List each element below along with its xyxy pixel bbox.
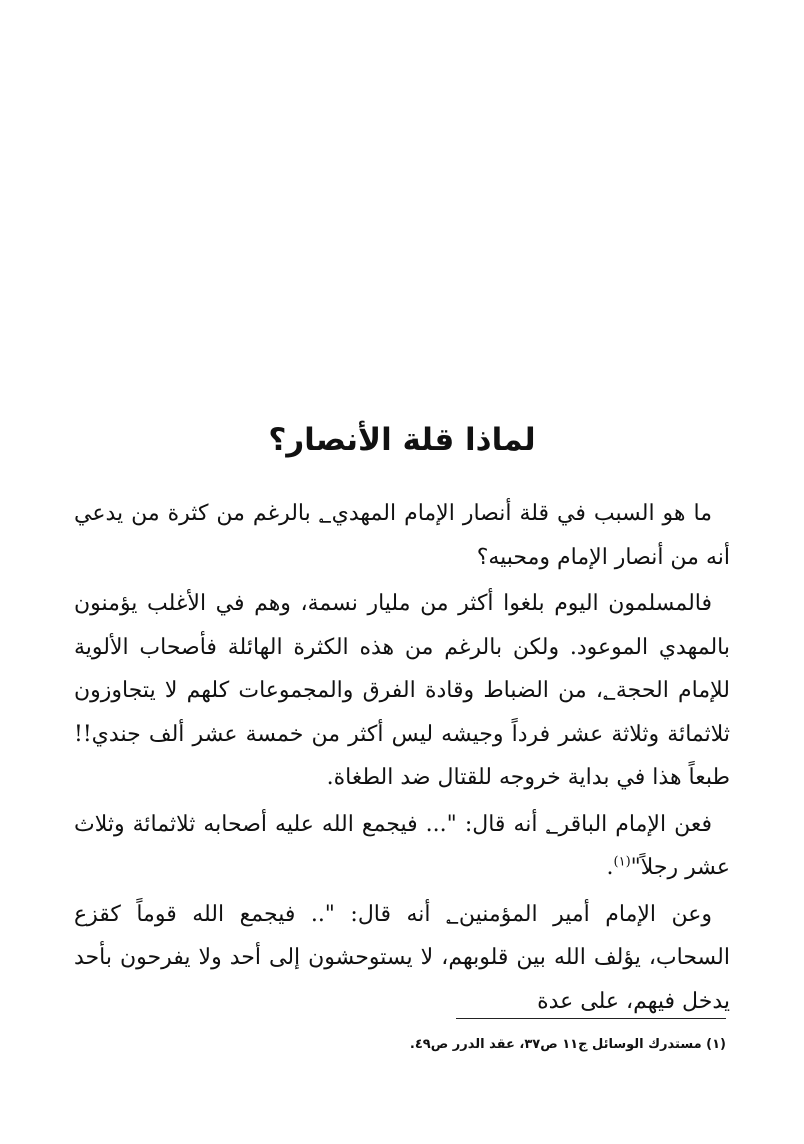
page-title: لماذا قلة الأنصار؟ bbox=[268, 422, 536, 458]
paragraph-4 bbox=[74, 893, 730, 1024]
body-text bbox=[74, 492, 730, 1026]
footnote-reference: (١) bbox=[613, 854, 631, 870]
paragraph-3: فعن الإمام الباقر؂ أنه قال: "... فيجمع الله عليه أصحابه ثلاثمائة وثلاث عشر رجلاً"$^{(١)}$. bbox=[74, 811, 730, 880]
paragraph-text: فعن الإمام الباقر؂ أنه قال: "... فيجمع الله عليه أصحابه ثلاثمائة وثلاث عشر رجلاً" bbox=[74, 811, 730, 880]
paragraph-text: فالمسلمون اليوم بلغوا أكثر من مليار نسمة، وهم في الأغلب يؤمنون بالمهدي الموعود. ولكن بالرغم من هذه الكثرة الهائلة فأصحاب الألوية للإمام الحجة؂، من الضباط وقادة الفرق والمجموعات كلهم لا يتجاوزون ثلاثمائة وثلاثة عشر فرداً وجيشه ليس أكثر من خمسة عشر ألف جندي!! طبعاً هذا في بداية خروجه للقتال ضد الطغاة. bbox=[74, 591, 730, 790]
footnote-divider bbox=[456, 1018, 726, 1019]
footnote: (١) مستدرك الوسائل ج١١ ص٣٧، عقد الدرر ص٤٩. bbox=[409, 1037, 726, 1052]
paragraph-1 bbox=[74, 492, 730, 579]
paragraph-2 bbox=[74, 582, 730, 800]
paragraph-text: ما هو السبب في قلة أنصار الإمام المهدي؂ بالرغم من كثرة من يدعي أنه من أنصار الإمام ومحبيه؟ bbox=[74, 501, 730, 570]
paragraph-text: وعن الإمام أمير المؤمنين؂ أنه قال: ".. فيجمع الله قوماً كقزع السحاب، يؤلف الله بين قلوبهم، لا يستوحشون إلى أحد ولا يفرحون بأحد يدخل فيهم، على عدة bbox=[74, 901, 730, 1014]
